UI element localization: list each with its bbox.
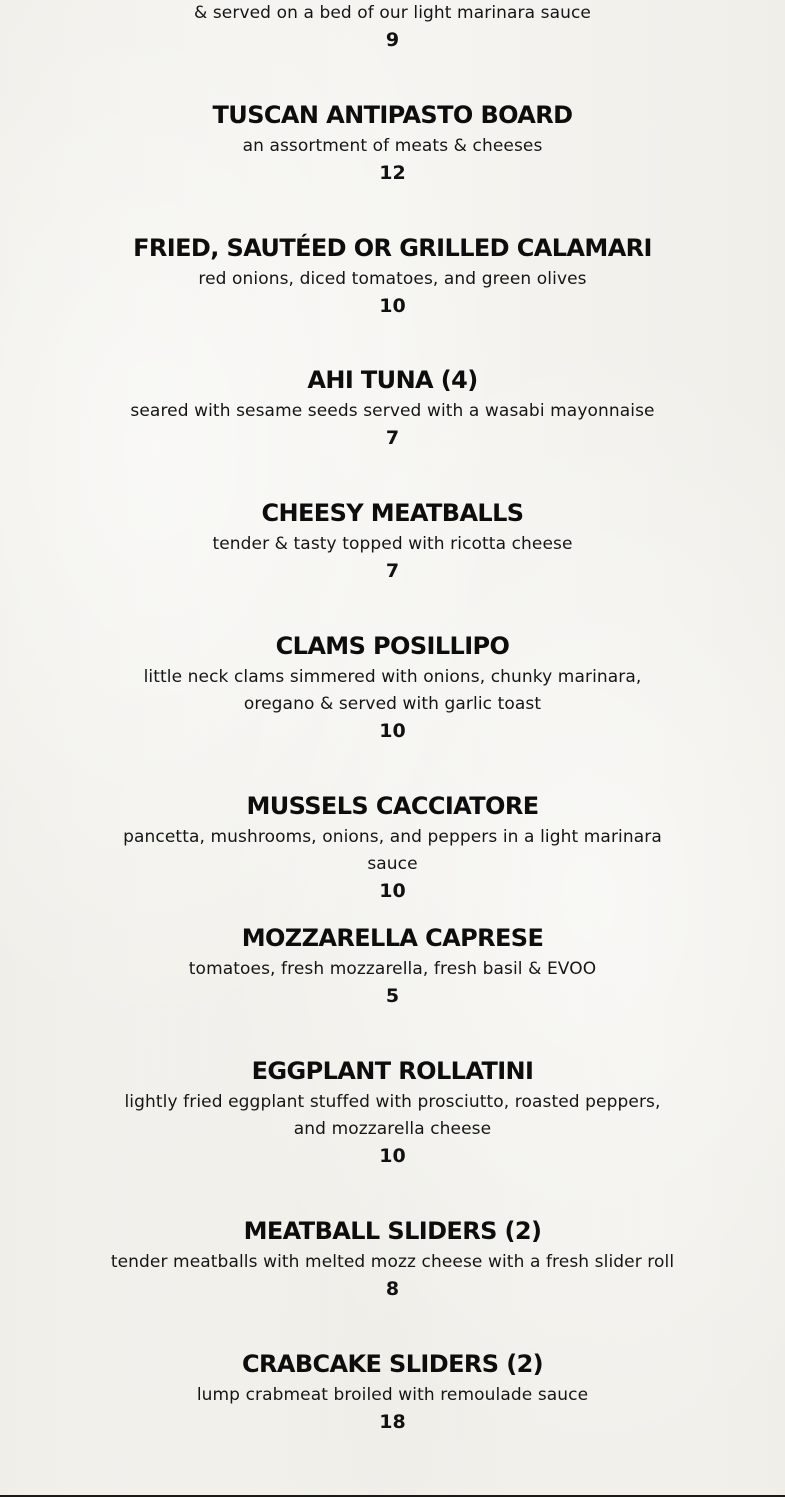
menu-item-meatball-sliders xyxy=(0,1216,785,1303)
item-price: 5 xyxy=(385,985,400,1007)
item-name: CHEESY MEATBALLS xyxy=(261,499,524,527)
item-name: MEATBALL SLIDERS (2) xyxy=(243,1217,542,1245)
menu-item-tuscan-antipasto-board xyxy=(0,100,785,187)
item-price: 10 xyxy=(379,720,406,742)
item-price: 10 xyxy=(379,880,406,902)
item-description: tomatoes, fresh mozzarella, fresh basil & EVOO xyxy=(188,959,597,979)
item-name: TUSCAN ANTIPASTO BOARD xyxy=(212,101,573,129)
partial-item-price: 9 xyxy=(385,29,400,51)
item-description: an assortment of meats & cheeses xyxy=(242,136,543,156)
item-price: 12 xyxy=(379,162,406,184)
item-description: red onions, diced tomatoes, and green olives xyxy=(198,269,587,289)
item-description: little neck clams simmered with onions, chunky marinara, oregano & served with garlic toast xyxy=(143,667,642,714)
item-name: EGGPLANT ROLLATINI xyxy=(251,1057,534,1085)
item-description: seared with sesame seeds served with a wasabi mayonnaise xyxy=(130,401,655,421)
item-description: tender & tasty topped with ricotta cheese xyxy=(212,534,573,554)
menu-item-ahi-tuna xyxy=(0,365,785,452)
menu-item-cheesy-meatballs xyxy=(0,498,785,585)
item-description: lightly fried eggplant stuffed with prosciutto, roasted peppers, and mozzarella cheese xyxy=(124,1092,661,1139)
item-price: 10 xyxy=(379,295,406,317)
menu-item-clams-posillipo xyxy=(0,631,785,745)
item-price: 8 xyxy=(385,1278,400,1300)
menu-item-mussels-cacciatore xyxy=(0,791,785,905)
item-price: 7 xyxy=(385,427,400,449)
menu-item-calamari xyxy=(0,233,785,320)
item-description: pancetta, mushrooms, onions, and peppers in a light marinara sauce xyxy=(123,827,662,874)
item-name: MOZZARELLA CAPRESE xyxy=(241,924,544,952)
menu-item-eggplant-rollatini xyxy=(0,1056,785,1170)
menu-item-crabcake-sliders xyxy=(0,1349,785,1436)
item-price: 18 xyxy=(379,1411,406,1433)
menu-item-mozzarella-caprese xyxy=(0,923,785,1010)
item-name: CRABCAKE SLIDERS (2) xyxy=(241,1350,544,1378)
item-name: AHI TUNA (4) xyxy=(307,366,478,394)
item-description: tender meatballs with melted mozz cheese with a fresh slider roll xyxy=(110,1252,675,1272)
item-price: 7 xyxy=(385,560,400,582)
item-name: FRIED, SAUTÉED OR GRILLED CALAMARI xyxy=(133,234,652,262)
item-name: MUSSELS CACCIATORE xyxy=(246,792,539,820)
partial-item-description: & served on a bed of our light marinara sauce xyxy=(193,3,591,23)
item-description: lump crabmeat broiled with remoulade sauce xyxy=(196,1385,589,1405)
item-name: CLAMS POSILLIPO xyxy=(275,632,510,660)
item-price: 10 xyxy=(379,1145,406,1167)
